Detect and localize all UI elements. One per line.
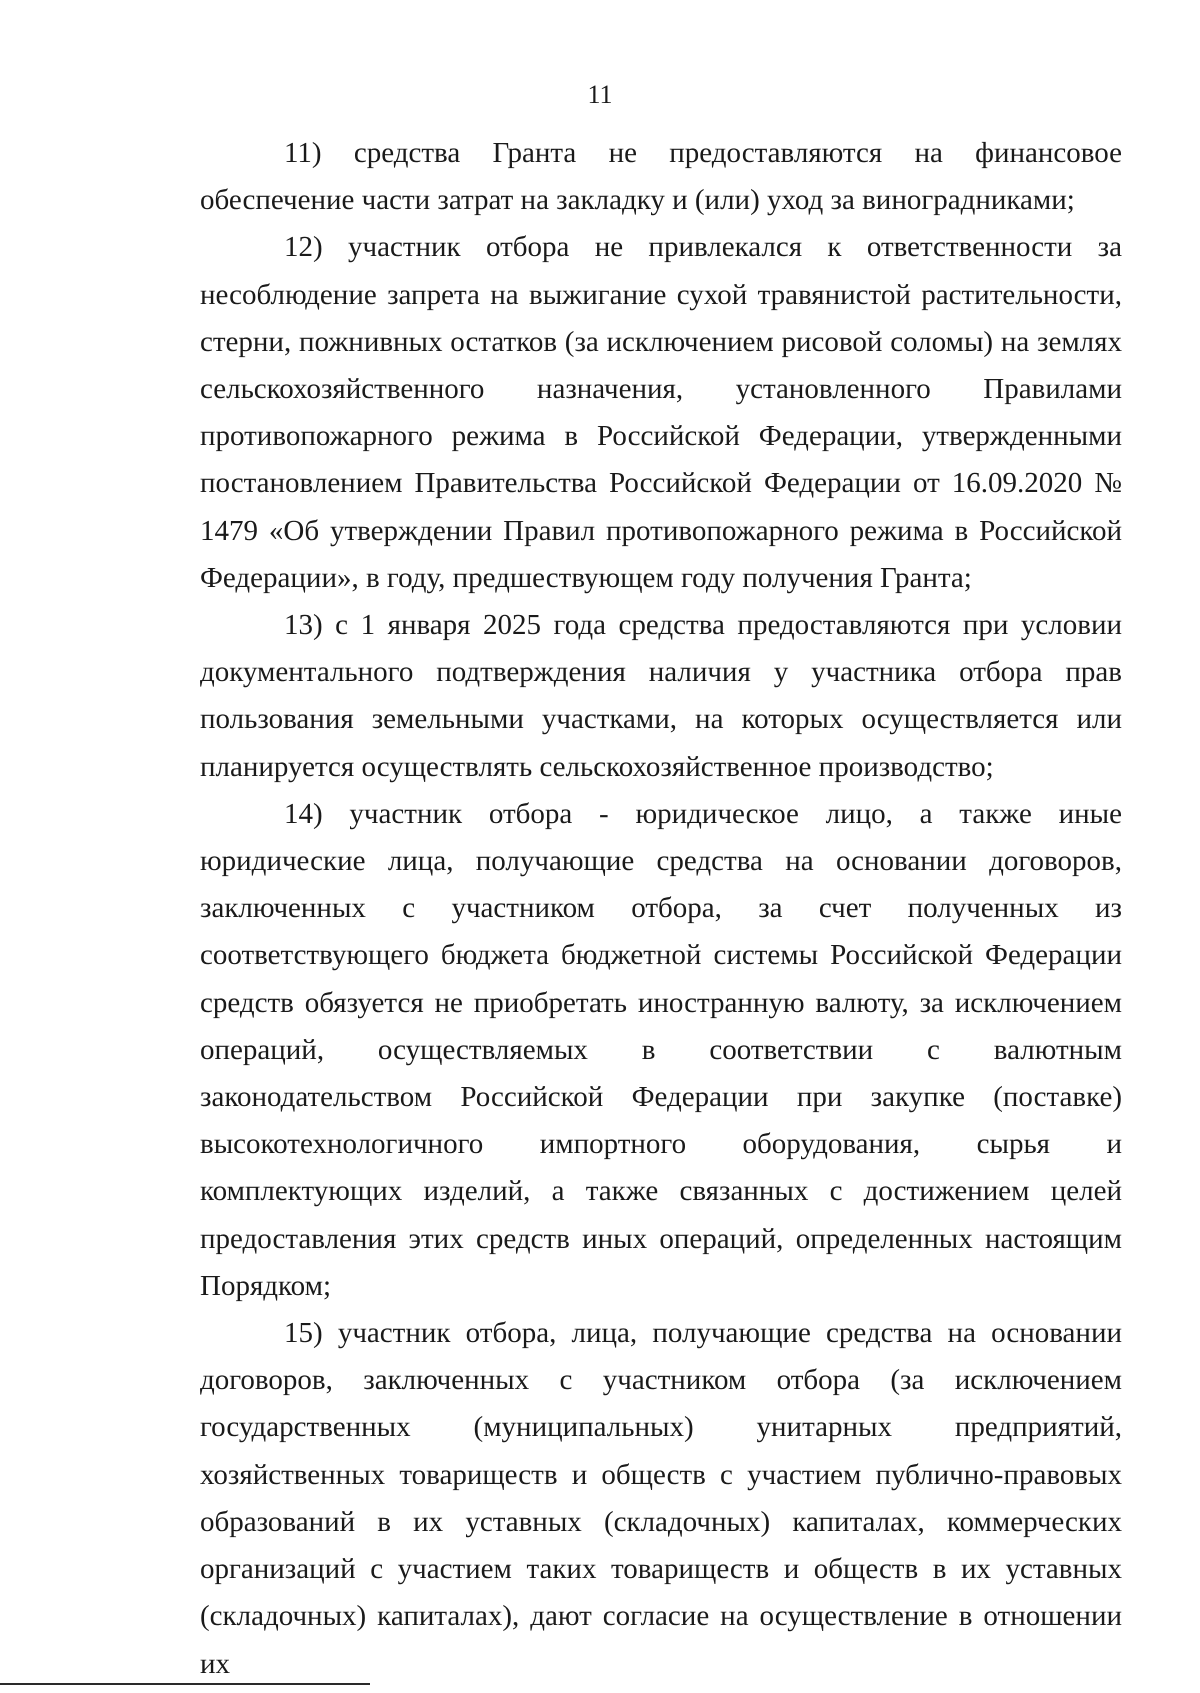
paragraph-item-13: 13) с 1 января 2025 года средства предоставляются при условии документального подтверждения наличия у участника отбора прав пользования земельными участками, на которых осуществляется или планируется осуществлять сельскохозяйственное производство;: [200, 609, 1122, 783]
paragraph-item-15: 15) участник отбора, лица, получающие средства на основании договоров, заключенных с участником отбора (за исключением государственных (муниципальных) унитарных предприятий, хозяйственных товариществ и обществ с участием публично-правовых образований в их уставных (складочных) капиталах, коммерческих организаций с участием таких товариществ и обществ в их уставных (складочных) капиталах), дают согласие на осуществление в отношении их: [200, 1317, 1122, 1680]
footer-divider: [0, 1683, 370, 1685]
paragraph-item-14: 14) участник отбора - юридическое лицо, а также иные юридические лица, получающие средства на основании договоров, заключенных с участником отбора, за счет полученных из соответствующего бюджета бюджетной системы Российской Федерации средств обязуется не приобретать иностранную валюту, за исключением операций, осуществляемых в соответствии с валютным законодательством Российской Федерации при закупке (поставке) высокотехнологичного импортного оборудования, сырья и комплектующих изделий, а также связанных с достижением целей предоставления этих средств иных операций, определенных настоящим Порядком;: [200, 797, 1122, 1302]
paragraph-item-12: 12) участник отбора не привлекался к ответственности за несоблюдение запрета на выжигание сухой травянистой растительности, стерни, пожнивных остатков (за исключением рисовой соломы) на землях сельскохозяйственного назначения, установленного Правилами противопожарного режима в Российской Федерации, утвержденными постановлением Правительства Российской Федерации от 16.09.2020 № 1479 «Об утверждении Правил противопожарного режима в Российской Федерации», в году, предшествующем году получения Гранта;: [200, 231, 1122, 594]
page-number: 11: [587, 80, 613, 109]
document-body: [200, 130, 1122, 1688]
paragraph-item-11: 11) средства Гранта не предоставляются на финансовое обеспечение части затрат на закладку и (или) уход за виноградниками;: [200, 137, 1122, 217]
